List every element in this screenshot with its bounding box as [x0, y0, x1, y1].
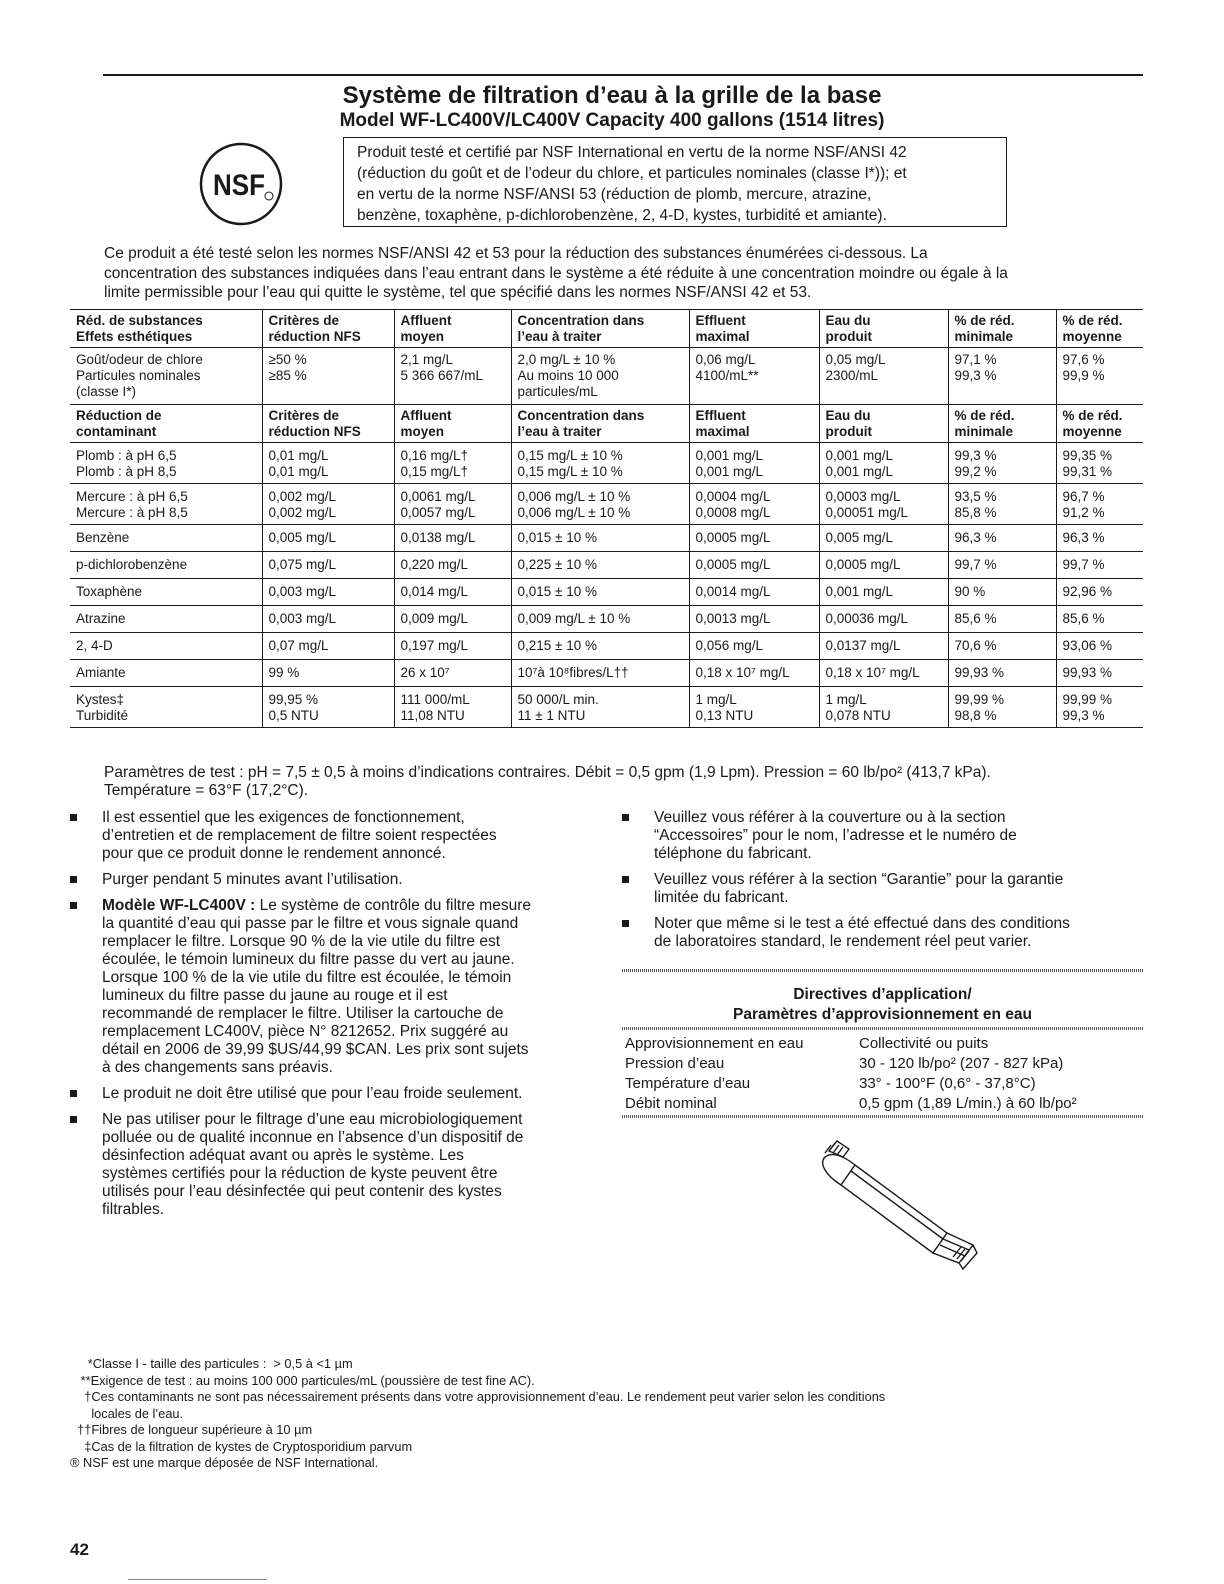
- bullet-line: limitée du fabricant.: [654, 889, 789, 906]
- table-cell: 0,0137 mg/L: [819, 633, 948, 660]
- bullet-item: [70, 1085, 590, 1103]
- table-cell: 0,015 ± 10 %: [511, 525, 689, 552]
- bullet-line: Le produit ne doit être utilisé que pour l’eau froide seulement.: [102, 1085, 523, 1102]
- table-cell: Amiante: [70, 660, 262, 687]
- left-bullet-list: [70, 809, 590, 1227]
- bullet-line: Veuillez vous référer à la section “Garantie” pour la garantie: [654, 871, 1064, 888]
- table-cell: 0,18 x 10⁷ mg/L: [689, 660, 819, 687]
- table-cell: 0,005 mg/L: [819, 525, 948, 552]
- table-cell: Benzène: [70, 525, 262, 552]
- performance-data-table: [70, 309, 1143, 728]
- intro-line: limite permissible pour l’eau qui quitte le système, tel que spécifié dans les normes NSF/ANSI 42 et 53.: [104, 284, 812, 301]
- table-cell: 0,0013 mg/L: [689, 606, 819, 633]
- bullet-line: d’entretien et de remplacement de filtre soient respectées: [102, 827, 497, 844]
- table-cell: 0,056 mg/L: [689, 633, 819, 660]
- directive-row: [625, 1034, 1077, 1054]
- table-row: [70, 606, 1143, 633]
- table-cell: 0,0005 mg/L: [819, 552, 948, 579]
- table-cell: Plomb : à pH 6,5 Plomb : à pH 8,5: [70, 443, 262, 484]
- directive-cell: 33° - 100°F (0,6° - 37,8°C): [859, 1075, 1036, 1092]
- bullet-item: [70, 897, 590, 1077]
- bullet-line: utilisés pour l’eau désinfectée qui peut contenir des kystes: [102, 1183, 502, 1200]
- top-rule: [103, 74, 1143, 76]
- table-cell: 0,197 mg/L: [394, 633, 511, 660]
- table-row: [70, 552, 1143, 579]
- table-cell: 96,7 % 91,2 %: [1056, 484, 1143, 525]
- table-cell: 0,0005 mg/L: [689, 525, 819, 552]
- footnote-line: **Exigence de test : au moins 100 000 particules/mL (poussière de test fine AC).: [70, 1372, 535, 1388]
- table-cell: 97,6 % 99,9 %: [1056, 348, 1143, 405]
- table-header-row: [70, 310, 1143, 348]
- directive-cell: Approvisionnement en eau: [625, 1035, 804, 1052]
- bullet-line: Purger pendant 5 minutes avant l’utilisation.: [102, 871, 403, 888]
- table-cell: 26 x 10⁷: [394, 660, 511, 687]
- table-cell: 99,95 % 0,5 NTU: [262, 687, 394, 728]
- table-cell: 0,00036 mg/L: [819, 606, 948, 633]
- column-header: Critères de réduction NFS: [262, 405, 394, 443]
- page-subtitle: Model WF-LC400V/LC400V Capacity 400 gallons (1514 litres): [339, 110, 885, 131]
- directive-cell: Débit nominal: [625, 1095, 717, 1112]
- table-cell: 0,215 ± 10 %: [511, 633, 689, 660]
- directive-cell: Collectivité ou puits: [859, 1035, 989, 1052]
- column-header: Affluent moyen: [394, 405, 511, 443]
- bullet-line: systèmes certifiés pour la réduction de kyste peuvent être: [102, 1165, 498, 1182]
- table-cell: 0,009 mg/L ± 10 %: [511, 606, 689, 633]
- bullet-item: [622, 871, 1142, 907]
- table-cell: 0,18 x 10⁷ mg/L: [819, 660, 948, 687]
- table-cell: 0,005 mg/L: [262, 525, 394, 552]
- table-cell: 0,06 mg/L 4100/mL**: [689, 348, 819, 405]
- table-cell: 93,06 %: [1056, 633, 1143, 660]
- table-cell: 99,7 %: [1056, 552, 1143, 579]
- footnote-line: ††Fibres de longueur supérieure à 10 µm: [70, 1422, 313, 1437]
- bullet-line: Lorsque 100 % de la vie utile du filtre est écoulée, le témoin: [102, 969, 512, 986]
- directives-title: Directives d’application/: [793, 986, 972, 1003]
- dotted-rule: [622, 969, 1143, 972]
- table-cell: Toxaphène: [70, 579, 262, 606]
- table-row: [70, 579, 1143, 606]
- intro-line: concentration des substances indiquées dans l’eau entrant dans le système a été réduite à une concentration moindre ou égale à la: [104, 264, 1008, 282]
- table-header-row: [70, 405, 1143, 443]
- footnote-line: †Ces contaminants ne sont pas nécessairement présents dans votre approvisionnement d’eau. Le rendement peut varier selon les conditions: [70, 1389, 886, 1404]
- intro-line: Ce produit a été testé selon les normes NSF/ANSI 42 et 53 pour la réduction des substances énumérées ci-dessous. La: [104, 245, 928, 262]
- column-header: Affluent moyen: [394, 310, 511, 348]
- table-cell: p-dichlorobenzène: [70, 552, 262, 579]
- footnote-line: ‡Cas de la filtration de kystes de Cryptosporidium parvum: [70, 1438, 413, 1454]
- dotted-rule: [622, 1115, 1143, 1118]
- test-parameters: [104, 764, 1144, 800]
- directives-table: [625, 1034, 1077, 1114]
- column-header: Effluent maximal: [689, 310, 819, 348]
- table-cell: 0,003 mg/L: [262, 579, 394, 606]
- table-row: [70, 525, 1143, 552]
- table-cell: 0,001 mg/L: [819, 579, 948, 606]
- table-cell: 0,0138 mg/L: [394, 525, 511, 552]
- table-cell: Kystes‡ Turbidité: [70, 687, 262, 728]
- table-cell: 0,001 mg/L 0,001 mg/L: [819, 443, 948, 484]
- table-cell: 99,99 % 98,8 %: [948, 687, 1056, 728]
- table-cell: 0,0003 mg/L 0,00051 mg/L: [819, 484, 948, 525]
- certification-line: en vertu de la norme NSF/ANSI 53 (réduction de plomb, mercure, atrazine,: [357, 186, 872, 203]
- page-title: Système de filtration d’eau à la grille de la base: [342, 82, 882, 109]
- bullet-bold-label: Modèle WF-LC400V :: [102, 897, 256, 914]
- table-cell: 0,006 mg/L ± 10 % 0,006 mg/L ± 10 %: [511, 484, 689, 525]
- bullet-line: de laboratoires standard, le rendement réel peut varier.: [654, 933, 1032, 950]
- table-cell: Atrazine: [70, 606, 262, 633]
- bullet-item: [70, 871, 590, 889]
- table-cell: Goût/odeur de chlore Particules nominales (classe I*): [70, 348, 262, 405]
- table-cell: 0,01 mg/L 0,01 mg/L: [262, 443, 394, 484]
- table-cell: 0,16 mg/L† 0,15 mg/L†: [394, 443, 511, 484]
- bullet-line: pour que ce produit donne le rendement annoncé.: [102, 845, 446, 862]
- bullet-square-icon: [622, 814, 629, 821]
- table-cell: 90 %: [948, 579, 1056, 606]
- table-cell: 111 000/mL 11,08 NTU: [394, 687, 511, 728]
- bullet-item: [622, 915, 1142, 951]
- table-cell: 0,015 ± 10 %: [511, 579, 689, 606]
- column-header: Effluent maximal: [689, 405, 819, 443]
- bullet-line: remplacement LC400V, pièce N° 8212652. Prix suggéré au: [102, 1023, 509, 1040]
- table-cell: 99,3 % 99,2 %: [948, 443, 1056, 484]
- column-header: Eau du produit: [819, 310, 948, 348]
- table-cell: 99,99 % 99,3 %: [1056, 687, 1143, 728]
- bullet-item: [70, 1111, 590, 1219]
- table-cell: ≥50 % ≥85 %: [262, 348, 394, 405]
- bullet-square-icon: [622, 876, 629, 883]
- table-cell: 99 %: [262, 660, 394, 687]
- bullet-square-icon: [70, 1116, 77, 1123]
- table-cell: 0,07 mg/L: [262, 633, 394, 660]
- bullet-line: téléphone du fabricant.: [654, 845, 812, 862]
- table-cell: 1 mg/L 0,13 NTU: [689, 687, 819, 728]
- table-cell: 0,15 mg/L ± 10 % 0,15 mg/L ± 10 %: [511, 443, 689, 484]
- table-cell: 99,93 %: [948, 660, 1056, 687]
- table-cell: 1 mg/L 0,078 NTU: [819, 687, 948, 728]
- column-header: Critères de réduction NFS: [262, 310, 394, 348]
- table-cell: 0,0014 mg/L: [689, 579, 819, 606]
- table-cell: 0,009 mg/L: [394, 606, 511, 633]
- bullet-line: lumineux du filtre passe du jaune au rouge et il est: [102, 987, 448, 1004]
- bullet-line: Ne pas utiliser pour le filtrage d’une eau microbiologiquement: [102, 1111, 523, 1128]
- table-cell: 0,220 mg/L: [394, 552, 511, 579]
- bullet-line: Il est essentiel que les exigences de fonctionnement,: [102, 809, 465, 826]
- table-cell: 85,6 %: [1056, 606, 1143, 633]
- bullet-line: “Accessoires” pour le nom, l’adresse et le numéro de: [654, 827, 1017, 844]
- bullet-item: [622, 809, 1142, 863]
- bullet-line: Noter que même si le test a été effectué dans des conditions: [654, 915, 1070, 932]
- footnote-line: ® NSF est une marque déposée de NSF International.: [70, 1455, 379, 1470]
- table-cell: 99,93 %: [1056, 660, 1143, 687]
- directive-row: [625, 1074, 1077, 1094]
- directives-subtitle: Paramètres d’approvisionnement en eau: [733, 1006, 1032, 1023]
- table-row: [70, 687, 1143, 728]
- bullet-line: polluée ou de qualité inconnue en l’absence d’un dispositif de: [102, 1129, 524, 1146]
- bullet-line: filtrables.: [102, 1201, 165, 1218]
- table-cell: 0,225 ± 10 %: [511, 552, 689, 579]
- bullet-line: désinfection adéquat avant ou après le système. Les: [102, 1147, 464, 1164]
- test-parameters-line: Température = 63°F (17,2°C).: [104, 782, 309, 799]
- column-header: Concentration dans l’eau à traiter: [511, 405, 689, 443]
- table-cell: 0,05 mg/L 2300/mL: [819, 348, 948, 405]
- column-header: % de réd. minimale: [948, 405, 1056, 443]
- bullet-line: écoulée, le témoin lumineux du filtre passe du vert au jaune.: [102, 951, 515, 968]
- bullet-line: détail en 2006 de 39,99 $US/44,99 $CAN. Les prix sont sujets: [102, 1041, 529, 1058]
- table-cell: 97,1 % 99,3 %: [948, 348, 1056, 405]
- table-cell: 0,002 mg/L 0,002 mg/L: [262, 484, 394, 525]
- table-row: [70, 484, 1143, 525]
- column-header: % de réd. minimale: [948, 310, 1056, 348]
- water-filter-cartridge-icon: [815, 1135, 990, 1270]
- table-cell: 0,001 mg/L 0,001 mg/L: [689, 443, 819, 484]
- table-row: [70, 633, 1143, 660]
- bullet-line: recommandé de remplacer le filtre. Utiliser la cartouche de: [102, 1005, 504, 1022]
- bullet-line: Veuillez vous référer à la couverture ou à la section: [654, 809, 1006, 826]
- directive-cell: 0,5 gpm (1,89 L/min.) à 60 lb/po²: [859, 1095, 1077, 1112]
- directive-row: [625, 1094, 1077, 1114]
- column-header: Réd. de substances Effets esthétiques: [70, 310, 262, 348]
- table-cell: 70,6 %: [948, 633, 1056, 660]
- table-cell: 2,1 mg/L 5 366 667/mL: [394, 348, 511, 405]
- table-row: [70, 660, 1143, 687]
- footnote-line: *Classe I - taille des particules : > 0,5 à <1 µm: [70, 1356, 353, 1371]
- bullet-square-icon: [70, 876, 77, 883]
- bullet-line: remplacer le filtre. Lorsque 90 % de la vie utile du filtre est: [102, 933, 501, 950]
- table-cell: 0,075 mg/L: [262, 552, 394, 579]
- column-header: Réduction de contaminant: [70, 405, 262, 443]
- table-cell: 96,3 %: [1056, 525, 1143, 552]
- right-bullet-list: [622, 809, 1142, 959]
- table-cell: 0,0061 mg/L 0,0057 mg/L: [394, 484, 511, 525]
- certification-line: Produit testé et certifié par NSF International en vertu de la norme NSF/ANSI 42: [357, 144, 907, 161]
- bullet-line: à des changements sans préavis.: [102, 1059, 333, 1076]
- test-parameters-line: Paramètres de test : pH = 7,5 ± 0,5 à moins d’indications contraires. Débit = 0,5 gpm (1,9 Lpm). Pression = 60 lb/po² (413,7 kPa).: [104, 764, 991, 781]
- table-cell: 0,0005 mg/L: [689, 552, 819, 579]
- bullet-line: Modèle WF-LC400V : Le système de contrôle du filtre mesure: [102, 897, 531, 914]
- intro-paragraph: [104, 244, 1149, 303]
- column-header: % de réd. moyenne: [1056, 310, 1143, 348]
- table-cell: 0,014 mg/L: [394, 579, 511, 606]
- column-header: % de réd. moyenne: [1056, 405, 1143, 443]
- table-cell: 93,5 % 85,8 %: [948, 484, 1056, 525]
- bullet-item: [70, 809, 590, 863]
- directive-cell: Pression d’eau: [625, 1055, 725, 1072]
- column-header: Eau du produit: [819, 405, 948, 443]
- table-row: [70, 348, 1143, 405]
- bullet-square-icon: [70, 902, 77, 909]
- table-cell: 10⁷à 10⁸fibres/L††: [511, 660, 689, 687]
- directive-row: [625, 1054, 1077, 1074]
- table-row: [70, 443, 1143, 484]
- directive-cell: 30 - 120 lb/po² (207 - 827 kPa): [859, 1055, 1064, 1072]
- table-cell: 85,6 %: [948, 606, 1056, 633]
- column-header: Concentration dans l’eau à traiter: [511, 310, 689, 348]
- footnotes: [70, 1356, 1150, 1472]
- table-cell: 0,003 mg/L: [262, 606, 394, 633]
- table-cell: 2,0 mg/L ± 10 % Au moins 10 000 particules/mL: [511, 348, 689, 405]
- directive-cell: Température d’eau: [625, 1075, 751, 1092]
- certification-box: [343, 137, 1007, 227]
- table-cell: 99,7 %: [948, 552, 1056, 579]
- bullet-square-icon: [622, 920, 629, 927]
- bullet-square-icon: [70, 1090, 77, 1097]
- table-cell: 0,0004 mg/L 0,0008 mg/L: [689, 484, 819, 525]
- dotted-rule: [622, 1027, 1143, 1030]
- table-cell: Mercure : à pH 6,5 Mercure : à pH 8,5: [70, 484, 262, 525]
- page-number: 42: [70, 1540, 89, 1559]
- bullet-line: la quantité d’eau qui passe par le filtre et vous signale quand: [102, 915, 519, 932]
- bullet-square-icon: [70, 814, 77, 821]
- table-cell: 96,3 %: [948, 525, 1056, 552]
- footnote-line: locales de l’eau.: [70, 1405, 184, 1421]
- certification-line: (réduction du goût et de l’odeur du chlore, et particules nominales (classe I*)); et: [357, 165, 907, 182]
- bottom-rule: [128, 1579, 267, 1580]
- table-cell: 92,96 %: [1056, 579, 1143, 606]
- svg-text:NSF: NSF: [213, 169, 265, 202]
- nsf-logo-icon: [199, 142, 283, 226]
- certification-line: benzène, toxaphène, p-dichlorobenzène, 2, 4-D, kystes, turbidité et amiante).: [357, 207, 887, 224]
- table-cell: 99,35 % 99,31 %: [1056, 443, 1143, 484]
- table-cell: 2, 4-D: [70, 633, 262, 660]
- table-cell: 50 000/L min. 11 ± 1 NTU: [511, 687, 689, 728]
